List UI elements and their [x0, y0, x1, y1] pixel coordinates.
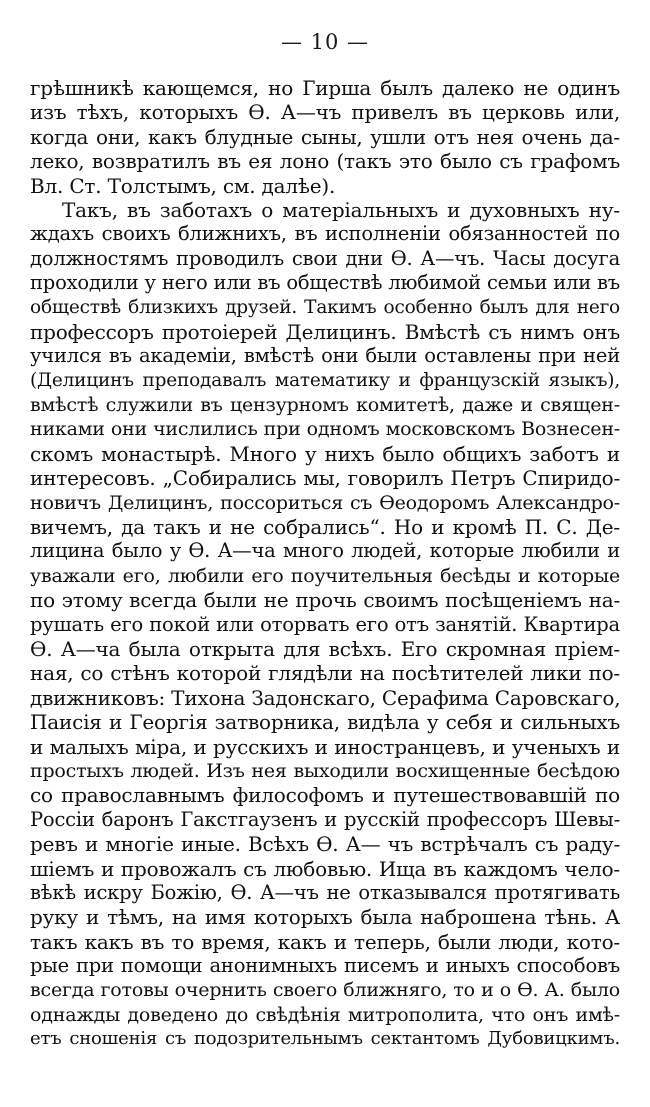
text-line: Вл. Ст. Толстымъ, см. далѣе). — [30, 173, 336, 198]
text-line: шіемъ и провожалъ съ любовью. Ища въ каждомъ чело- — [30, 856, 620, 881]
body-text — [30, 76, 620, 1052]
text-line: и малыхъ міра, и русскихъ и иностранцевъ, и ученыхъ и — [30, 734, 620, 759]
text-line: однажды доведено до свѣдѣнія митрополита, что онъ имѣ- — [30, 1003, 620, 1026]
text-line: (Делицинъ преподавалъ математику и французскій языкъ), — [30, 369, 620, 391]
text-line: со православнымъ философомъ и путешествовавшій по — [30, 783, 620, 808]
text-line: скомъ монастырѣ. Много у нихъ было общихъ заботъ и — [30, 441, 620, 466]
text-line: вмѣстѣ служили въ цензурномъ комитетѣ, даже и священ- — [30, 394, 620, 417]
paragraph — [30, 76, 620, 198]
text-line: лицина было у Ѳ. А—ча много людей, которые любили и — [30, 539, 620, 563]
text-line: леко, возвратилъ въ ея лоно (такъ это было съ графомъ — [30, 149, 620, 174]
page-number: — 10 — — [280, 30, 370, 54]
text-line: ждахъ своихъ ближнихъ, въ исполненіи обязанностей по — [30, 222, 620, 246]
text-line: ная, со стѣнъ которой глядѣли на посѣтителей лики по- — [30, 661, 620, 686]
text-line: рушать его покой или оторвать его отъ занятій. Квартира — [30, 612, 620, 636]
text-line: уважали его, любили его поучительныя бесѣды и которые — [30, 564, 620, 587]
text-line: профессоръ протоіерей Делицинъ. Вмѣстѣ съ нимъ онъ — [30, 319, 620, 344]
text-line: простыхъ людей. Изъ нея выходили восхищенные бесѣдою — [30, 759, 620, 782]
text-line: движниковъ: Тихона Задонскаго, Серафима Саровскаго, — [30, 685, 620, 710]
text-line: когда они, какъ блудные сыны, ушли отъ нея очень да- — [30, 124, 620, 149]
text-line: всегда готовы очернить своего ближняго, то и о Ѳ. А. было — [30, 979, 620, 1002]
text-line: никами они числились при одномъ московскомъ Вознесен- — [30, 418, 620, 441]
text-line: руку и тѣмъ, на имя которыхъ была наброшена тѣнь. А — [30, 905, 620, 930]
text-line: по этому всегда были не прочь своимъ посѣщеніемъ на- — [30, 588, 620, 613]
text-line: должностямъ проводилъ свои дни Ѳ. А—чъ. Часы досуга — [30, 246, 620, 270]
text-line: Россіи баронъ Гакстгаузенъ и русскій профессоръ Шевы- — [30, 807, 620, 831]
text-line: Паисія и Георгія затворника, видѣла у себя и сильныхъ — [30, 710, 620, 735]
text-line: такъ какъ въ то время, какъ и теперь, были люди, кото- — [30, 929, 620, 954]
paragraph — [30, 198, 620, 1052]
text-line: новичъ Делицинъ, поссориться съ Ѳеодоромъ Александро- — [30, 491, 620, 514]
text-line: Ѳ. А—ча была открыта для всѣхъ. Его скромная пріем- — [30, 636, 620, 661]
text-line: учился въ академіи, вмѣстѣ они были оставлены при ней — [30, 344, 620, 368]
text-line: интересовъ. „Собирались мы, говорилъ Петръ Спиридо- — [30, 466, 620, 491]
text-line: вичемъ, да такъ и не собрались“. Но и кромѣ П. С. Де- — [30, 515, 620, 540]
text-line: обществѣ близкихъ друзей. Такимъ особенно былъ для него — [30, 296, 620, 318]
text-line: ревъ и многіе иные. Всѣхъ Ѳ. А— чъ встрѣчалъ съ раду- — [30, 832, 620, 857]
text-line: етъ сношенія съ подозрительнымъ сектантомъ Дубовицкимъ. — [30, 1028, 620, 1050]
text-line: грѣшникѣ кающемся, но Гирша былъ далеко не одинъ — [30, 76, 620, 100]
text-line: рые при помощи анонимныхъ писемъ и иныхъ способовъ — [30, 954, 620, 978]
text-line: проходили у него или въ обществѣ любимой семьи или въ — [30, 271, 620, 295]
text-line: изъ тѣхъ, которыхъ Ѳ. А—чъ привелъ въ церковь или, — [30, 100, 620, 125]
text-line: вѣкѣ искру Божію, Ѳ. А—чъ не отказывался протягивать — [30, 880, 620, 904]
text-line: Такъ, въ заботахъ о матеріальныхъ и духовныхъ ну- — [62, 197, 620, 222]
